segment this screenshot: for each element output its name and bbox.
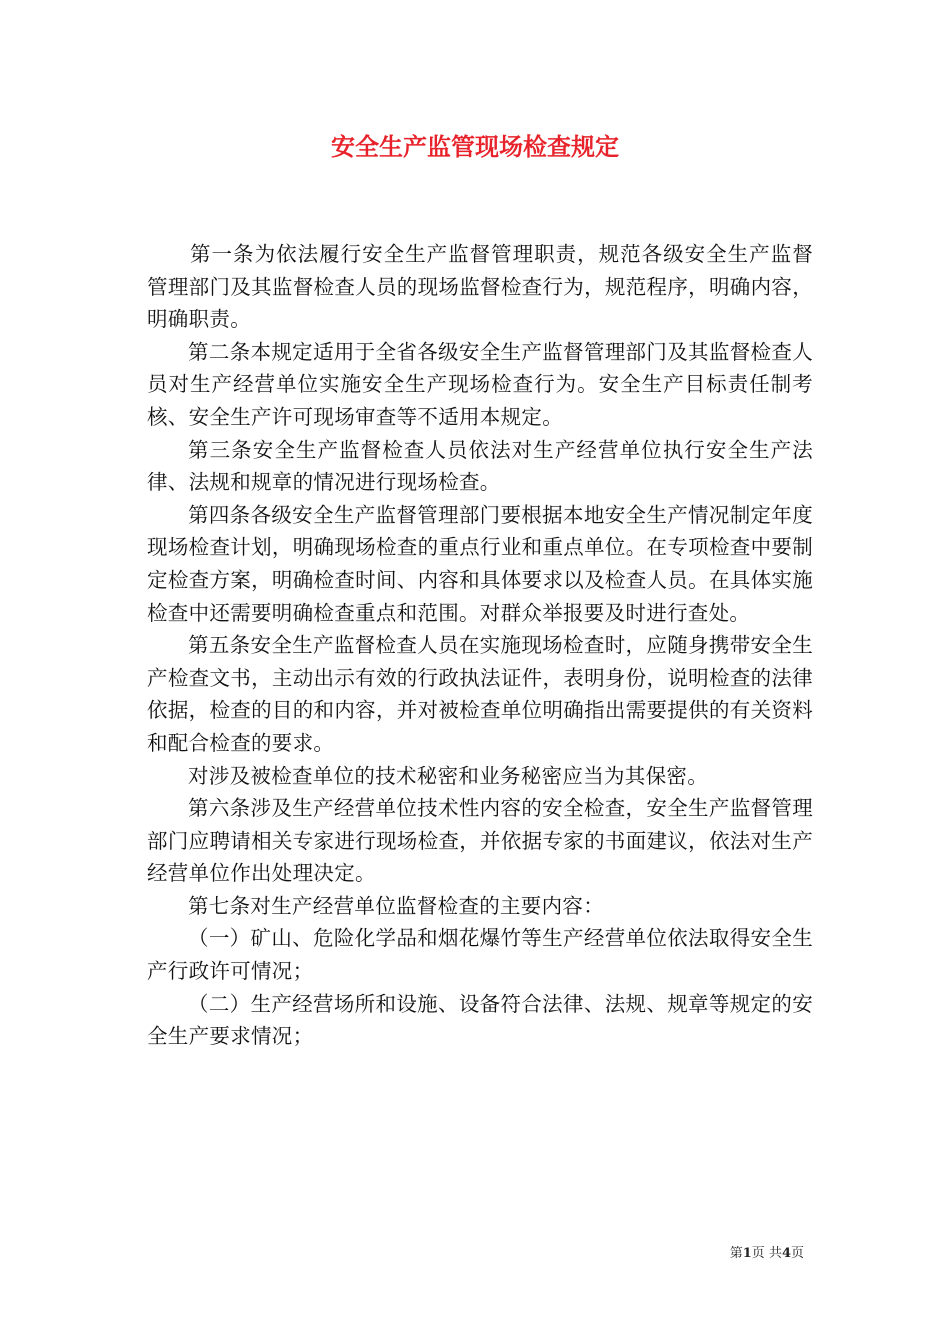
paragraph-article-6: 第六条涉及生产经营单位技术性内容的安全检查，安全生产监督管理部门应聘请相关专家进行现场检查，并依据专家的书面建议，依法对生产经营单位作出处理决定。	[147, 796, 813, 886]
paragraph-item-1: （一）矿山、危险化学品和烟花爆竹等生产经营单位依法取得安全生产行政许可情况；	[147, 926, 813, 984]
document-body	[147, 238, 813, 1053]
footer-current-page: 1	[742, 1246, 752, 1261]
paragraph-item-2: （二）生产经营场所和设施、设备符合法律、法规、规章等规定的安全生产要求情况；	[147, 991, 813, 1049]
footer-prefix: 第	[729, 1246, 743, 1261]
paragraph-article-2: 第二条本规定适用于全省各级安全生产监督管理部门及其监督检查人员对生产经营单位实施安全生产现场检查行为。安全生产目标责任制考核、安全生产许可现场审查等不适用本规定。	[147, 339, 813, 429]
footer-total-pages: 4	[781, 1246, 791, 1261]
paragraph-confidentiality: 对涉及被检查单位的技术秘密和业务秘密应当为其保密。	[188, 763, 708, 788]
page-footer	[730, 1245, 804, 1263]
paragraph-article-7: 第七条对生产经营单位监督检查的主要内容：	[188, 893, 604, 918]
paragraph-article-5: 第五条安全生产监督检查人员在实施现场检查时，应随身携带安全生产检查文书，主动出示有效的行政执法证件，表明身份，说明检查的法律依据，检查的目的和内容，并对被检查单位明确指出需要提供的有关资料和配合检查的要求。	[147, 633, 813, 755]
footer-suffix: 页	[790, 1246, 804, 1261]
paragraph-article-1: 第一条为依法履行安全生产监督管理职责，规范各级安全生产监督管理部门及其监督检查人员的现场监督检查行为，规范程序，明确内容，明确职责。	[147, 242, 813, 332]
paragraph-article-3: 第三条安全生产监督检查人员依法对生产经营单位执行安全生产法律、法规和规章的情况进行现场检查。	[147, 437, 813, 495]
footer-middle: 页 共	[751, 1246, 782, 1261]
document-title: 安全生产监管现场检查规定	[331, 133, 619, 161]
paragraph-article-4: 第四条各级安全生产监督管理部门要根据本地安全生产情况制定年度现场检查计划，明确现场检查的重点行业和重点单位。在专项检查中要制定检查方案，明确检查时间、内容和具体要求以及检查人员。在具体实施检查中还需要明确检查重点和范围。对群众举报要及时进行查处。	[147, 502, 813, 625]
